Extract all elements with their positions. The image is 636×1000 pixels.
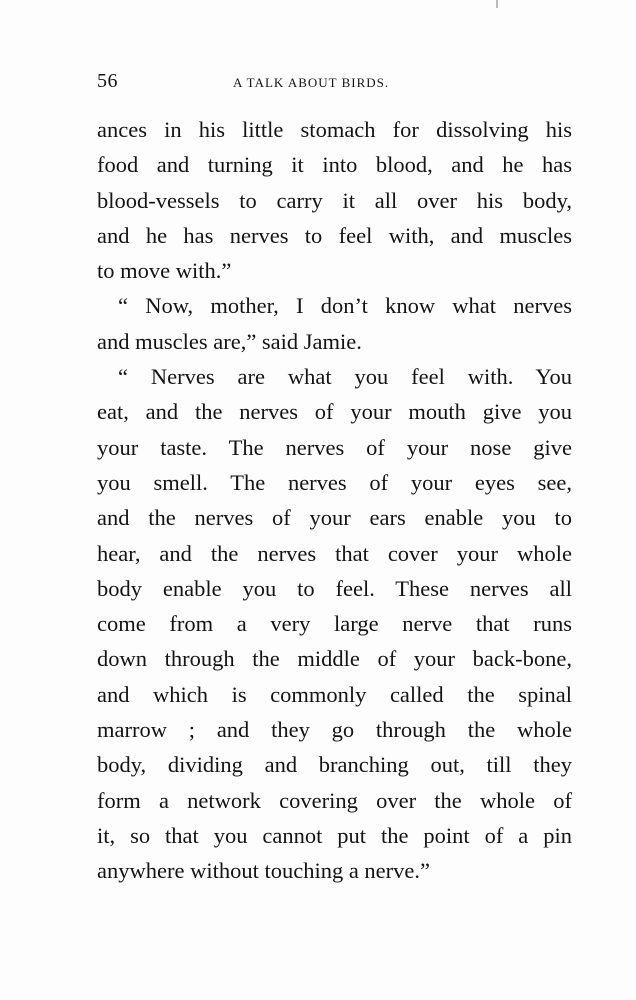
text-line: come from a very large nerve that runs <box>97 611 572 637</box>
scan-mark <box>496 0 498 8</box>
text-line: marrow ; and they go through the whole <box>97 717 572 743</box>
text-line: ances in his little stomach for dissolving his <box>97 117 572 142</box>
text-line: and the nerves of your ears enable you to <box>97 505 572 531</box>
page-number: 56 <box>97 70 118 92</box>
text-line: form a network covering over the whole of <box>97 787 572 813</box>
text-line: body, dividing and branching out, till they <box>97 752 572 778</box>
text-line: to move with.” <box>97 258 232 284</box>
text-line: anywhere without touching a nerve.” <box>97 858 431 884</box>
text-line: hear, and the nerves that cover your whole <box>97 540 572 566</box>
text-line: it, so that you cannot put the point of a pin <box>97 822 572 848</box>
text-line: your taste. The nerves of your nose give <box>97 434 572 460</box>
text-line: down through the middle of your back-bone, <box>97 646 572 672</box>
text-line: eat, and the nerves of your mouth give you <box>97 399 572 425</box>
text-line: and muscles are,” said Jamie. <box>97 328 362 354</box>
text-line: and which is commonly called the spinal <box>97 681 572 707</box>
running-title: A TALK ABOUT BIRDS. <box>233 75 390 90</box>
text-line: “ Now, mother, I don’t know what nerves <box>118 293 572 319</box>
text-line: “ Nerves are what you feel with. You <box>118 364 572 390</box>
text-line: food and turning it into blood, and he has <box>97 152 572 178</box>
text-line: body enable you to feel. These nerves all <box>97 575 572 601</box>
body-text <box>97 112 572 889</box>
text-line: you smell. The nerves of your eyes see, <box>97 469 572 495</box>
text-line: blood-vessels to carry it all over his body, <box>97 187 572 213</box>
text-line: and he has nerves to feel with, and muscles <box>97 222 572 248</box>
running-head <box>97 70 569 100</box>
